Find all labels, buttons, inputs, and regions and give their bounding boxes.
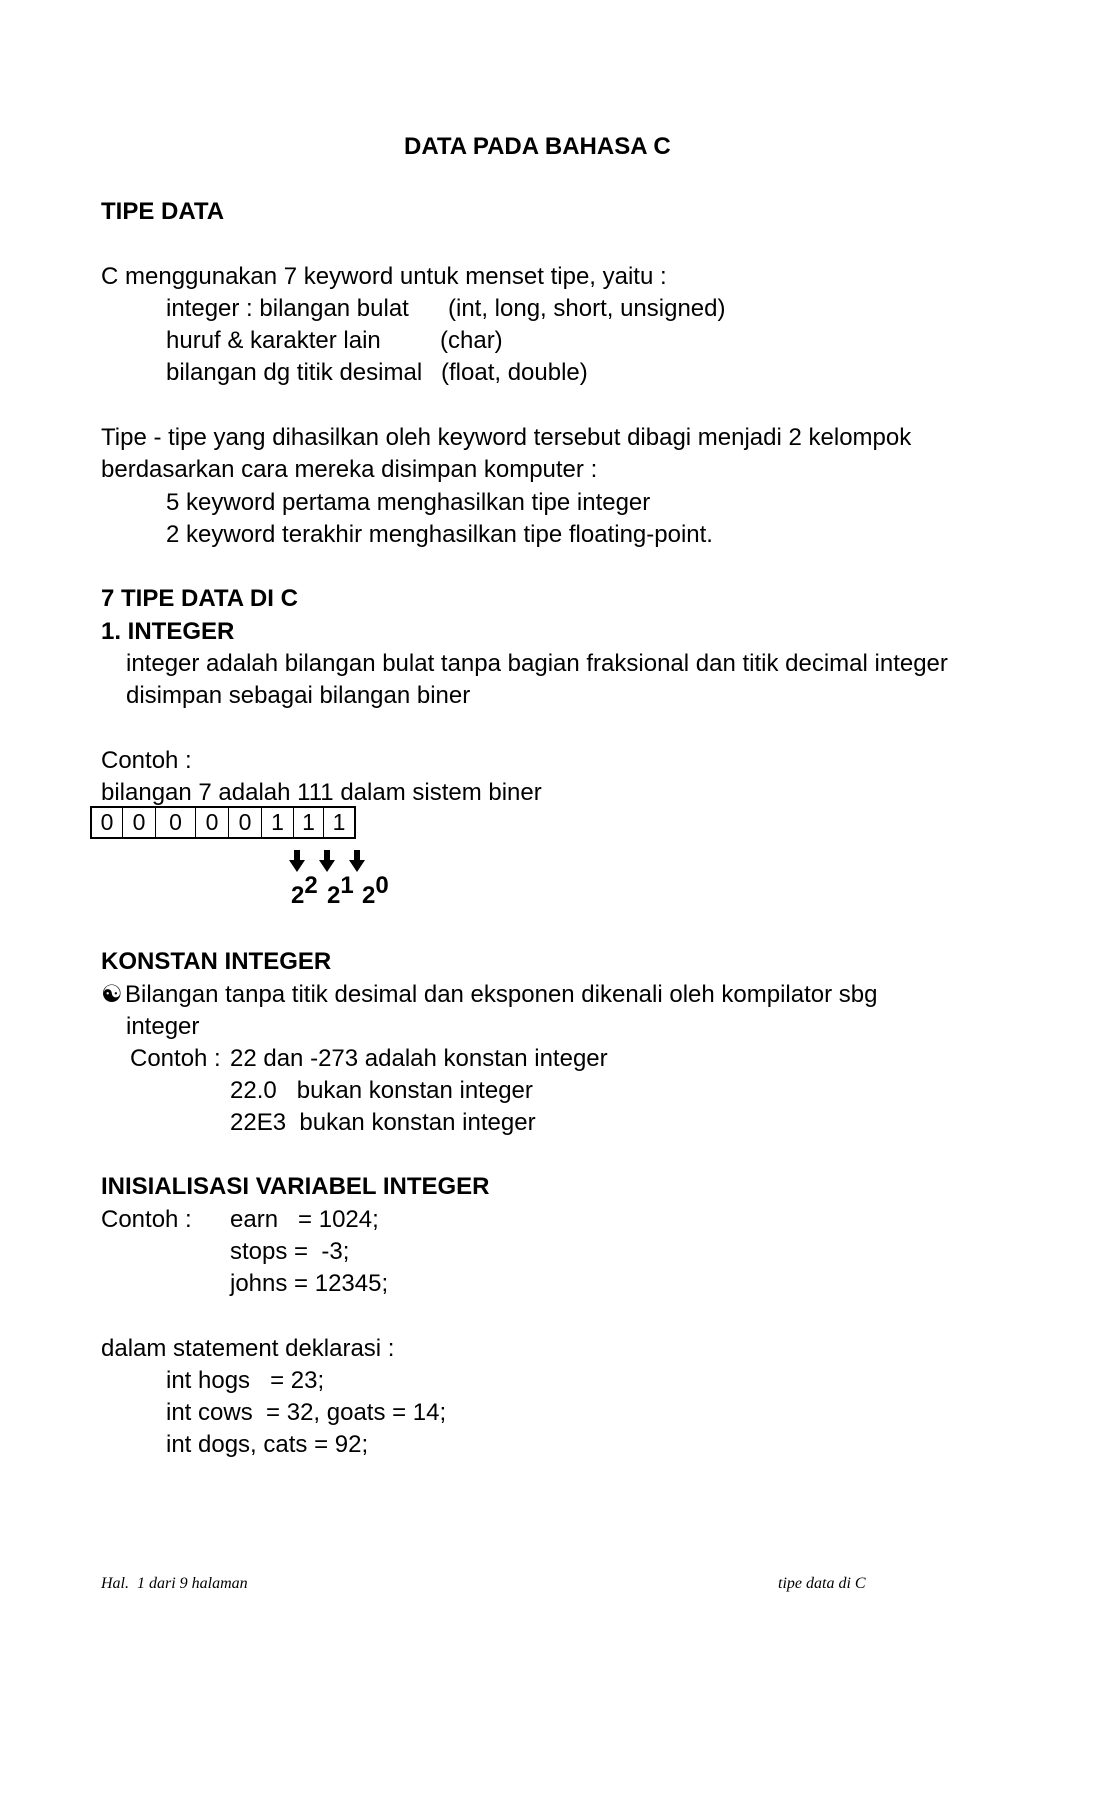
- power-exponent: 2: [304, 872, 318, 899]
- integer-description: integer adalah bilangan bulat tanpa bagian fraksional dan titik decimal integer: [126, 650, 948, 677]
- assignment-line: earn = 1024;: [230, 1206, 379, 1233]
- keyword-item-label: integer : bilangan bulat: [166, 295, 409, 322]
- keyword-item-label: huruf & karakter lain: [166, 327, 381, 354]
- group-item: 2 keyword terakhir menghasilkan tipe floating-point.: [166, 521, 713, 548]
- power-exponent: 1: [340, 872, 354, 899]
- keyword-item-value: (char): [440, 327, 503, 354]
- power-of-two: [327, 872, 354, 910]
- konstan-description: integer: [126, 1013, 200, 1040]
- binary-bit-boxes: [90, 806, 356, 839]
- footer-page-number: Hal. 1 dari 9 halaman: [101, 1575, 248, 1592]
- power-of-two: [362, 872, 389, 910]
- bit-cell: 0: [196, 808, 229, 837]
- keyword-item-value: (int, long, short, unsigned): [448, 295, 726, 322]
- konstan-description: Bilangan tanpa titik desimal dan eksponen dikenali oleh kompilator sbg: [125, 981, 878, 1008]
- subheading-integer: 1. INTEGER: [101, 618, 235, 645]
- section-heading-inisialisasi: INISIALISASI VARIABEL INTEGER: [101, 1173, 490, 1200]
- bit-cell: 1: [262, 808, 294, 837]
- power-base: 2: [362, 882, 376, 909]
- down-arrows-icon: [288, 848, 378, 874]
- tipe-data-paragraph-line: berdasarkan cara mereka disimpan komputer :: [101, 456, 598, 483]
- integer-description: disimpan sebagai bilangan biner: [126, 682, 471, 709]
- bit-cell: 0: [123, 808, 156, 837]
- section-heading-tipe-data: TIPE DATA: [101, 198, 225, 225]
- binary-example: bilangan 7 adalah 111 dalam sistem biner: [101, 779, 542, 806]
- bit-cell: 0: [229, 808, 262, 837]
- contoh-label: Contoh :: [101, 747, 192, 774]
- bit-cell: 1: [332, 809, 346, 835]
- power-base: 2: [327, 882, 341, 909]
- bit-cell: 0: [156, 808, 196, 837]
- declaration-line: int dogs, cats = 92;: [166, 1431, 369, 1458]
- power-exponent: 0: [375, 872, 389, 899]
- konstan-example: 22E3 bukan konstan integer: [230, 1109, 536, 1136]
- contoh-label: Contoh :: [101, 1206, 192, 1233]
- bit-cell: 0: [92, 808, 123, 837]
- section-heading-konstan: KONSTAN INTEGER: [101, 948, 332, 975]
- contoh-label: Contoh :: [130, 1045, 221, 1072]
- tipe-data-intro: C menggunakan 7 keyword untuk menset tipe, yaitu :: [101, 263, 667, 290]
- declaration-label: dalam statement deklarasi :: [101, 1335, 395, 1362]
- declaration-line: int cows = 32, goats = 14;: [166, 1399, 447, 1426]
- bit-cell: 1: [294, 808, 324, 837]
- footer-title: tipe data di C: [778, 1575, 866, 1592]
- yin-yang-bullet-icon: ☯: [101, 981, 123, 1008]
- assignment-line: stops = -3;: [230, 1238, 350, 1265]
- konstan-example: 22 dan -273 adalah konstan integer: [230, 1045, 608, 1072]
- konstan-example: 22.0 bukan konstan integer: [230, 1077, 533, 1104]
- assignment-line: johns = 12345;: [230, 1270, 389, 1297]
- power-of-two: [291, 872, 318, 910]
- declaration-line: int hogs = 23;: [166, 1367, 325, 1394]
- keyword-item-label: bilangan dg titik desimal: [166, 359, 423, 386]
- group-item: 5 keyword pertama menghasilkan tipe integer: [166, 489, 651, 516]
- tipe-data-paragraph-line: Tipe - tipe yang dihasilkan oleh keyword tersebut dibagi menjadi 2 kelompok: [101, 424, 912, 451]
- page-title: DATA PADA BAHASA C: [404, 133, 671, 160]
- power-base: 2: [291, 882, 305, 909]
- keyword-item-value: (float, double): [441, 359, 588, 386]
- section-heading-7-tipe: 7 TIPE DATA DI C: [101, 585, 298, 612]
